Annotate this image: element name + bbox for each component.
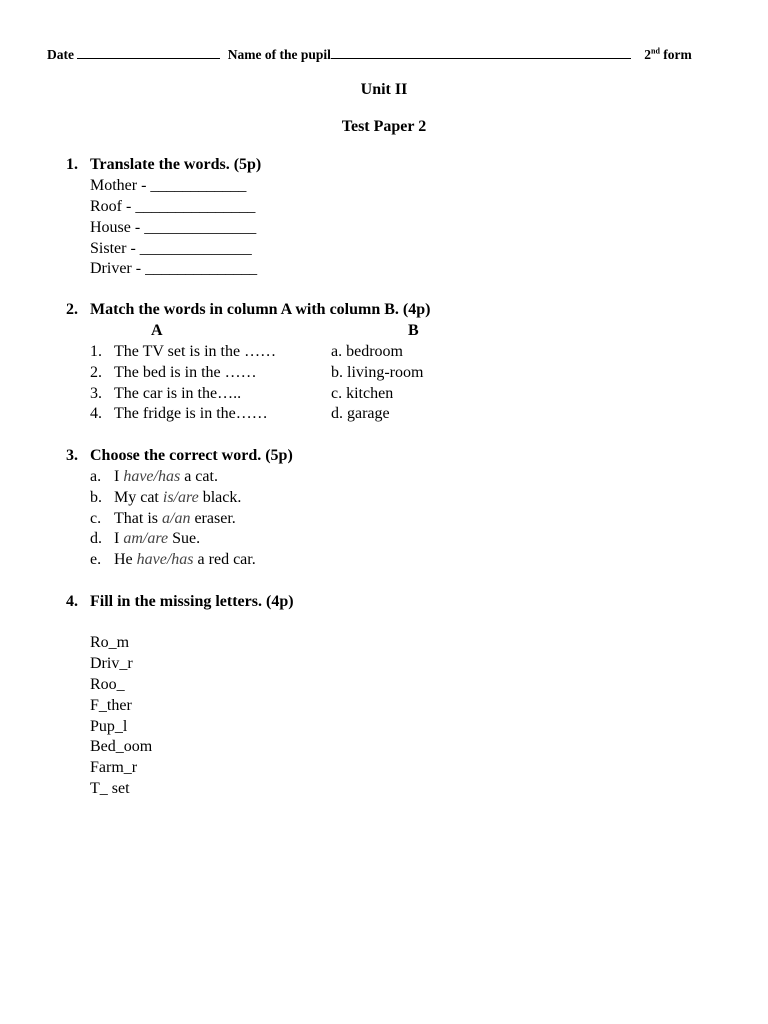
missing-letter-word: F_ther [90,697,132,714]
match-a-number: 1. [90,343,102,360]
choice-pre: I [114,530,124,547]
unit-title: Unit II [360,81,408,98]
header [47,46,727,63]
choice-options: have/has [136,551,194,568]
match-b-text: d. garage [331,405,390,422]
date-line [77,46,220,59]
q4-number: 4. [66,593,78,610]
q4-text: Fill in the missing letters. (4p) [90,593,294,610]
form-sup: nd [651,46,660,56]
choice-sentence [114,510,236,528]
choice-sentence [114,489,241,507]
match-a-text: The TV set is in the …… [114,343,277,360]
match-a-text: The fridge is in the…… [114,405,268,422]
match-b-text: c. kitchen [331,385,394,402]
choice-options: have/has [123,468,181,485]
choice-options: is/are [162,489,199,506]
match-a-text: The bed is in the …… [114,364,257,381]
choice-pre: I [114,468,124,485]
match-a-number: 3. [90,385,102,402]
q3-text: Choose the correct word. (5p) [90,447,293,464]
choice-pre: That is [114,510,162,527]
choice-letter: b. [90,489,102,506]
missing-letter-word: Farm_r [90,759,138,776]
q2-number: 2. [66,301,78,318]
choice-post: a cat. [180,468,218,485]
q1-text: Translate the words. (5p) [90,156,262,173]
q1-line: Driver - ______________ [90,260,258,277]
name-label: Name of the pupil [227,47,331,62]
choice-post: a red car. [193,551,256,568]
form-num: 2 [644,47,652,62]
match-a-text: The car is in the….. [114,385,242,402]
choice-letter: a. [90,468,102,485]
column-a-heading: A [151,322,163,339]
missing-letter-word: Bed_oom [90,738,153,755]
match-a-number: 4. [90,405,102,422]
choice-post: black. [198,489,242,506]
q1-line: Sister - ______________ [90,240,252,257]
q3-number: 3. [66,447,78,464]
date-label: Date [47,47,74,62]
match-b-text: a. bedroom [331,343,403,360]
form-label [644,47,692,63]
choice-letter: e. [90,551,102,568]
match-b-text: b. living-room [331,364,424,381]
match-a-number: 2. [90,364,102,381]
q1-number: 1. [66,156,78,173]
column-b-heading: B [408,322,419,339]
choice-letter: d. [90,530,102,547]
choice-pre: He [114,551,137,568]
name-line [331,46,631,59]
q1-line: House - ______________ [90,219,257,236]
form-word: form [663,47,692,62]
choice-pre: My cat [114,489,163,506]
missing-letter-word: Ro_m [90,634,130,651]
missing-letter-word: T_ set [90,780,130,797]
choice-sentence [114,551,256,569]
q1-line: Mother - ____________ [90,177,247,194]
q1-line: Roof - _______________ [90,198,256,215]
choice-post: eraser. [190,510,236,527]
choice-options: am/are [123,530,169,547]
choice-sentence [114,468,218,486]
q2-text: Match the words in column A with column B. (4p) [90,301,431,318]
missing-letter-word: Roo_ [90,676,125,693]
choice-sentence [114,530,200,548]
missing-letter-word: Pup_l [90,718,128,735]
test-title: Test Paper 2 [341,118,427,135]
choice-post: Sue. [168,530,201,547]
missing-letter-word: Driv_r [90,655,133,672]
choice-letter: c. [90,510,102,527]
choice-options: a/an [162,510,191,527]
